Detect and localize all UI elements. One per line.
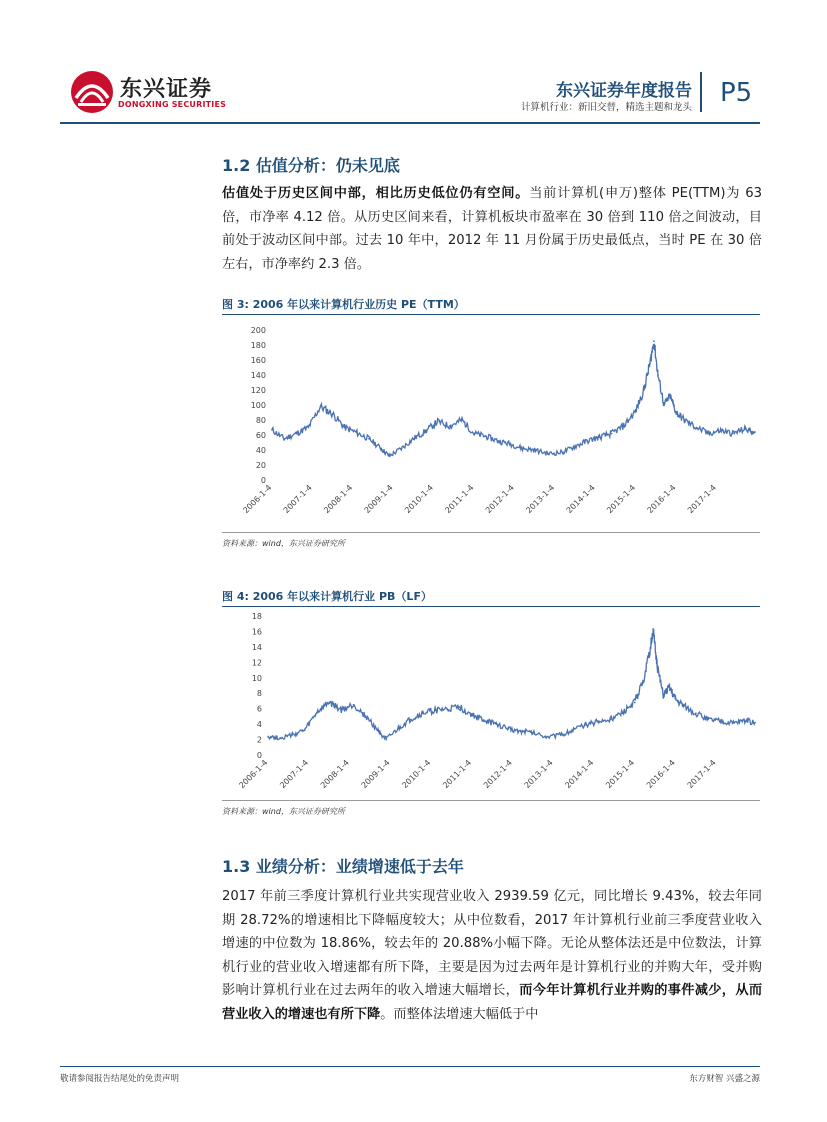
y-tick-label: 60 bbox=[255, 431, 266, 440]
data-point bbox=[434, 709, 436, 711]
bold-lead: 估值处于历史区间中部，相比历史低位仍有空间。 bbox=[222, 186, 530, 201]
footer-rule bbox=[60, 1066, 760, 1067]
data-point bbox=[623, 425, 625, 427]
data-point bbox=[634, 702, 636, 704]
paragraph-text: 当前计算机(申万)整体 PE(TTM)为 63 倍，市净率 4.12 倍。从历史区间来看，计算机板块市盈率在 30 倍到 110 倍之间波动，目前处于波动区间中部。过去 10 年中，2012 年 11 月份属于历史最低点，当时 PE 在 30 倍左右，市净率约 2.3 倍。 bbox=[222, 186, 762, 272]
figure-title: 图 4: 2006 年以来计算机行业 PB（LF） bbox=[222, 590, 432, 603]
data-point bbox=[437, 421, 439, 423]
data-point bbox=[561, 734, 563, 736]
data-point bbox=[471, 714, 473, 716]
pe-chart bbox=[222, 318, 760, 530]
data-point bbox=[562, 451, 564, 453]
y-tick-label: 12 bbox=[251, 658, 262, 668]
data-point bbox=[267, 736, 269, 738]
data-point bbox=[413, 438, 415, 440]
data-point bbox=[356, 432, 358, 434]
series-line bbox=[268, 629, 755, 740]
data-point bbox=[495, 723, 497, 725]
x-tick-label: 2008-1-4 bbox=[322, 483, 355, 516]
y-tick-label: 140 bbox=[250, 371, 266, 380]
x-tick-label: 2014-1-4 bbox=[563, 758, 596, 791]
data-point bbox=[719, 720, 721, 722]
data-point bbox=[344, 427, 346, 429]
logo-text: 东兴证券 bbox=[120, 77, 213, 102]
data-point bbox=[599, 436, 601, 438]
paragraph bbox=[222, 182, 762, 276]
header-divider bbox=[700, 72, 702, 112]
data-point bbox=[732, 433, 734, 435]
data-point bbox=[497, 440, 499, 442]
data-point bbox=[308, 427, 310, 429]
data-point bbox=[597, 721, 599, 723]
data-point bbox=[508, 728, 510, 730]
data-point bbox=[388, 455, 390, 457]
data-point bbox=[522, 448, 524, 450]
data-point bbox=[732, 722, 734, 724]
data-point bbox=[656, 665, 658, 667]
figure-title: 图 3: 2006 年以来计算机行业历史 PE（TTM） bbox=[222, 298, 465, 311]
data-point bbox=[400, 448, 402, 450]
y-tick-label: 0 bbox=[256, 751, 262, 760]
x-tick-label: 2012-1-4 bbox=[483, 483, 516, 516]
data-point bbox=[368, 438, 370, 440]
y-tick-label: 2 bbox=[256, 735, 262, 745]
data-point bbox=[534, 449, 536, 451]
x-tick-label: 2011-1-4 bbox=[441, 758, 474, 791]
data-point bbox=[669, 395, 671, 397]
x-tick-label: 2013-1-4 bbox=[522, 758, 555, 791]
data-point bbox=[642, 681, 644, 683]
y-tick-label: 180 bbox=[250, 341, 266, 350]
data-point bbox=[683, 419, 685, 421]
data-point bbox=[292, 734, 294, 736]
data-point bbox=[271, 429, 273, 431]
x-tick-label: 2015-1-4 bbox=[605, 483, 638, 516]
data-point bbox=[754, 722, 756, 724]
data-point bbox=[574, 445, 576, 447]
data-point bbox=[410, 719, 412, 721]
data-point bbox=[635, 410, 637, 412]
y-tick-label: 0 bbox=[260, 476, 266, 485]
page-number: P5 bbox=[720, 78, 753, 108]
paragraph bbox=[222, 885, 762, 1026]
data-point bbox=[609, 719, 611, 721]
x-tick-label: 2016-1-4 bbox=[645, 483, 678, 516]
data-point bbox=[461, 419, 463, 421]
data-point bbox=[662, 694, 664, 696]
bold-text: 而今年计算机行业并购的事件减少，从而营业收入的增速也有所下降 bbox=[222, 983, 763, 1022]
data-point bbox=[695, 712, 697, 714]
data-point bbox=[279, 737, 281, 739]
y-tick-label: 8 bbox=[256, 689, 262, 699]
figure-rule bbox=[222, 606, 760, 607]
data-point bbox=[696, 427, 698, 429]
figure-source: 资料来源：wind，东兴证券研究所 bbox=[222, 539, 345, 548]
data-point bbox=[532, 732, 534, 734]
y-tick-label: 4 bbox=[256, 720, 262, 730]
data-point bbox=[328, 702, 330, 704]
y-tick-label: 160 bbox=[250, 356, 266, 365]
y-tick-label: 200 bbox=[250, 326, 266, 335]
paragraph-text: 。而整体法增速大幅低于中 bbox=[380, 1006, 539, 1022]
report-subtitle: 计算机行业：新旧交替，精选主题和龙头 bbox=[520, 102, 692, 113]
data-point bbox=[446, 709, 448, 711]
pb-chart bbox=[222, 608, 760, 798]
data-point bbox=[546, 736, 548, 738]
y-tick-label: 10 bbox=[251, 673, 262, 683]
source-rule bbox=[222, 800, 760, 801]
logo-icon bbox=[70, 70, 114, 114]
data-point bbox=[744, 719, 746, 721]
y-tick-label: 6 bbox=[256, 704, 262, 714]
data-point bbox=[708, 433, 710, 435]
data-point bbox=[720, 430, 722, 432]
x-tick-label: 2010-1-4 bbox=[400, 758, 433, 791]
x-tick-label: 2013-1-4 bbox=[524, 483, 557, 516]
section-heading: 1.3 业绩分析：业绩增速低于去年 bbox=[222, 857, 464, 876]
x-tick-label: 2014-1-4 bbox=[564, 483, 597, 516]
y-tick-label: 120 bbox=[250, 386, 266, 395]
data-point bbox=[611, 433, 613, 435]
data-point bbox=[483, 719, 485, 721]
data-point bbox=[449, 425, 451, 427]
paragraph-text: 2017 年前三季度计算机行业共实现营业收入 2939.59 亿元，同比增长 9.43%，较去年同期 28.72%的增速相比下降幅度较大；从中位数看，2017 年计算机行业前三季度营业收入增速的中位数为 18.86%，较去年的 20.88%小幅下降。无论从整体法还是中位数法，计算机行业的营业收入增速都有所下降，主要是因为过去两年是计算机行业的并购大年，受并购影响计算机行业在过去两年的收入增速大幅增长， bbox=[222, 889, 762, 998]
data-point bbox=[754, 431, 756, 433]
x-tick-label: 2017-1-4 bbox=[685, 758, 718, 791]
header-rule bbox=[60, 122, 760, 124]
data-point bbox=[510, 443, 512, 445]
x-tick-label: 2010-1-4 bbox=[403, 483, 436, 516]
figure-rule bbox=[222, 314, 760, 315]
x-tick-label: 2008-1-4 bbox=[318, 758, 351, 791]
data-point bbox=[669, 686, 671, 688]
y-tick-label: 18 bbox=[251, 612, 262, 621]
x-tick-label: 2009-1-4 bbox=[359, 758, 392, 791]
x-tick-label: 2012-1-4 bbox=[481, 758, 514, 791]
data-point bbox=[586, 440, 588, 442]
data-point bbox=[622, 712, 624, 714]
source-rule bbox=[222, 532, 760, 533]
y-tick-label: 14 bbox=[251, 642, 262, 652]
data-point bbox=[707, 719, 709, 721]
y-tick-label: 100 bbox=[250, 401, 266, 410]
data-point bbox=[744, 428, 746, 430]
data-point bbox=[573, 729, 575, 731]
data-point bbox=[304, 729, 306, 731]
data-point bbox=[377, 729, 379, 731]
data-point bbox=[652, 628, 654, 630]
footer-disclaimer: 敬请参阅报告结尾处的免责声明 bbox=[60, 1074, 180, 1084]
data-point bbox=[653, 340, 655, 342]
data-point bbox=[353, 704, 355, 706]
data-point bbox=[648, 655, 650, 657]
series-line bbox=[272, 344, 755, 456]
x-tick-label: 2007-1-4 bbox=[278, 758, 311, 791]
x-tick-label: 2009-1-4 bbox=[362, 483, 395, 516]
data-point bbox=[657, 374, 659, 376]
data-point bbox=[643, 389, 645, 391]
report-title: 东兴证券年度报告 bbox=[556, 81, 692, 101]
data-point bbox=[675, 412, 677, 414]
data-point bbox=[365, 716, 367, 718]
data-point bbox=[422, 712, 424, 714]
data-point bbox=[380, 448, 382, 450]
data-point bbox=[425, 430, 427, 432]
data-point bbox=[398, 728, 400, 730]
y-tick-label: 20 bbox=[255, 461, 266, 470]
data-point bbox=[332, 413, 334, 415]
footer-slogan: 东方财智 兴盛之源 bbox=[689, 1074, 760, 1084]
x-tick-label: 2007-1-4 bbox=[281, 483, 314, 516]
data-point bbox=[385, 739, 387, 741]
data-point bbox=[649, 363, 651, 365]
data-point bbox=[473, 433, 475, 435]
y-tick-label: 80 bbox=[255, 416, 266, 425]
logo-subtext: DONGXING SECURITIES bbox=[118, 100, 227, 109]
x-tick-label: 2015-1-4 bbox=[604, 758, 637, 791]
x-tick-label: 2006-1-4 bbox=[241, 483, 274, 516]
data-point bbox=[485, 436, 487, 438]
data-point bbox=[295, 433, 297, 435]
figure-source: 资料来源：wind，东兴证券研究所 bbox=[222, 807, 345, 816]
y-tick-label: 40 bbox=[255, 446, 266, 455]
data-point bbox=[316, 712, 318, 714]
data-point bbox=[283, 438, 285, 440]
data-point bbox=[675, 698, 677, 700]
y-tick-label: 16 bbox=[251, 627, 262, 637]
data-point bbox=[663, 404, 665, 406]
x-tick-label: 2017-1-4 bbox=[685, 483, 718, 516]
section-heading: 1.2 估值分析：仍未见底 bbox=[222, 156, 400, 175]
data-point bbox=[585, 724, 587, 726]
data-point bbox=[548, 453, 550, 455]
data-point bbox=[520, 730, 522, 732]
x-tick-label: 2006-1-4 bbox=[237, 758, 270, 791]
x-tick-label: 2011-1-4 bbox=[443, 483, 476, 516]
data-point bbox=[459, 706, 461, 708]
x-tick-label: 2016-1-4 bbox=[644, 758, 677, 791]
data-point bbox=[340, 709, 342, 711]
data-point bbox=[320, 406, 322, 408]
data-point bbox=[683, 705, 685, 707]
